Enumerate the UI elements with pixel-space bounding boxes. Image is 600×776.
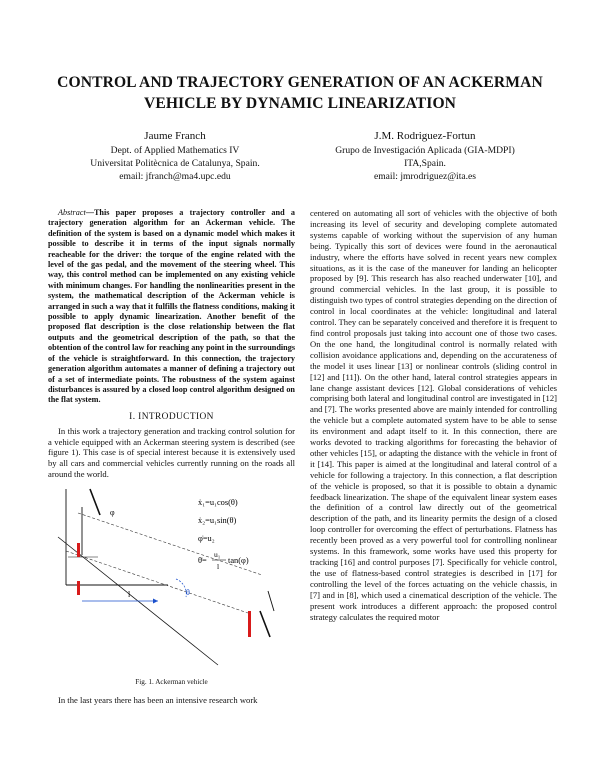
- equation-4-rhs: tan(φ): [228, 556, 249, 566]
- equation-4-denominator: l: [217, 562, 220, 572]
- abstract: [48, 208, 295, 406]
- author-block-1: [60, 129, 290, 184]
- right-column: [310, 208, 557, 622]
- paper-title: CONTROL AND TRAJECTORY GENERATION OF AN ACKERMAN VEHICLE BY DYNAMIC LINEARIZATION: [57, 74, 543, 112]
- abstract-dash: —: [85, 208, 94, 217]
- author-name: J.M. Rodriguez-Fortun: [374, 130, 476, 142]
- abstract-lead: Abstract: [58, 208, 86, 217]
- label-phi: φ: [110, 508, 115, 518]
- label-theta: θ: [186, 588, 190, 598]
- equation-4-numerator: u₁: [214, 550, 221, 560]
- front-wheel: [260, 611, 270, 637]
- body-paragraph: centered on automating all sort of vehicles with the objective of both increasing its level of security and developing complete automated systems capable of working without the supervision of any human being. Typically this sort of devices were found in the aeronautical industry, where the efforts have solved in recent years new complex situations, as it is the case of the maneuver for landing an helicopter proposed by [9]. This research has also reached underwater [10], and ground commercial vehicles. In the last group, it is possible to distinguish two types of control strategies depending on the direction of control in local coordinates at the vehicle: longitudinal and lateral control. They can be separately conceived and therefore it is frequent to find control proposals just taking into account one of those two cases. On the one hand, the longitudinal control is normally related with collision avoidance applications and, depending on the accurateness of the model it uses linear [13] or nonlinear controls (sliding control in [12] and [11]). On the other hand, lateral control strategies appears in lane change assistant devices [12]. Global considerations of vehicles comprising both lateral and longitudinal control are investigated in [12] and [7]. The works presented above are mainly intended for controlling the vehicle but a complete automated system have to be able to sense its environment and adapt itself to it. In this connection, there are works devoted to tracking algorithms for forecasting the behavior of other vehicles [15], or adapting the distance with the vehicle in front of it [14]. This paper is aimed at the longitudinal and lateral control of a vehicle for following a trajectory. In this connection, a flat description of the vehicle is proposed, so that it is possible to obtain a dynamic feedback linearization. The shape of the equivalent linear system eases the definition of a control law directly out of the geometrical description of the path, and its linearity permits the design of a closed loop controller for overcoming the effect of perturbations. Flatness has recently been proved as a very powerful tool for controlling nonlinear systems. In this framework, some works have used this property for tracking [16] and control purposes [7]. Specifically for vehicle control, the use of flatness-based control strategies is described in [17] for controlling the level of the forces actuating on the vehicle chassis, in [7] and in [8], which used a cinematical description of the vehicle. The present work introduces a different approach: the proposed control strategy calculates the required motor: [310, 208, 557, 622]
- author-name: Jaume Franch: [144, 130, 206, 142]
- vehicle-diagram: [48, 485, 295, 675]
- figure-caption: Fig. 1. Ackerman vehicle: [135, 678, 208, 687]
- theta-arc: [176, 579, 186, 597]
- front-wheel: [90, 489, 100, 515]
- arrow-head: [153, 599, 158, 604]
- author-dept: Dept. of Applied Mathematics IV: [110, 145, 240, 156]
- rear-wheel-red: [77, 543, 80, 557]
- equation-3: φ̇=u₂: [198, 534, 215, 544]
- intro-paragraph: In this work a trajectory generation and tracking control solution for a vehicle equipped with an Ackerman steering system is described (see figure 1). This case is of special interest because it is extensively used by all cars and commercial vehicles currently running on the roads all around the world.: [48, 425, 295, 480]
- left-column: [48, 208, 295, 706]
- front-wheel-red: [248, 611, 251, 637]
- intro-paragraph-2: In the last years there has been an intensive research work: [58, 695, 258, 706]
- author-affiliation: ITA,Spain.: [404, 158, 446, 170]
- equation-2: ẋ₂=u₁sin(θ): [198, 516, 237, 526]
- author-block-2: [305, 129, 545, 184]
- abstract-text: This paper proposes a trajectory controller and a trajectory generation algorithm for an Ackerman vehicle. The definition of the system is based on a dynamic model which makes it possible to describe it in terms of the input signals normally reacheable for the driver: the torque of the engine related with the level of the gas pedal, and the movement of the steering wheel. This way, this control method can be implemented on any existing vehicle with minimum changes. For handling the nonlinearities present in the system, the mathematical description of the Ackerman vehicle is arranged in such a way that it fulfills the flatness conditions, making it possible to apply dynamic linearization. Another benefit of the proposed flat description is the close relationship between the flat outputs and the geometrical description of the path, so that the obtention of the control law for reaching any point in the surroundings of the vehicle is straightforward. In this connection, the trajectory generation algorithm automates a manner of defining a trajectory out of a set of intermediate points. The robustness of the system against disturbances is assured by a closed loop control algorithm designed on the flat system.: [48, 208, 295, 405]
- author-email: email: jfranch@ma4.upc.edu: [119, 171, 231, 183]
- equation-4-lhs: θ̇=: [198, 556, 207, 566]
- rear-wheel-red: [77, 581, 80, 595]
- label-l: l: [128, 590, 131, 600]
- steer-line: [268, 591, 274, 611]
- equation-1: ẋ₁=u₁cos(θ): [198, 498, 238, 508]
- author-dept: Grupo de Investigación Aplicada (GIA-MDPI): [335, 145, 515, 156]
- figure-ackerman-vehicle: [48, 485, 295, 690]
- author-affiliation: Universitat Politècnica de Catalunya, Spain.: [90, 158, 260, 170]
- section-heading: I. INTRODUCTION: [129, 411, 214, 422]
- author-email: email: jmrodriguez@ita.es: [373, 171, 477, 183]
